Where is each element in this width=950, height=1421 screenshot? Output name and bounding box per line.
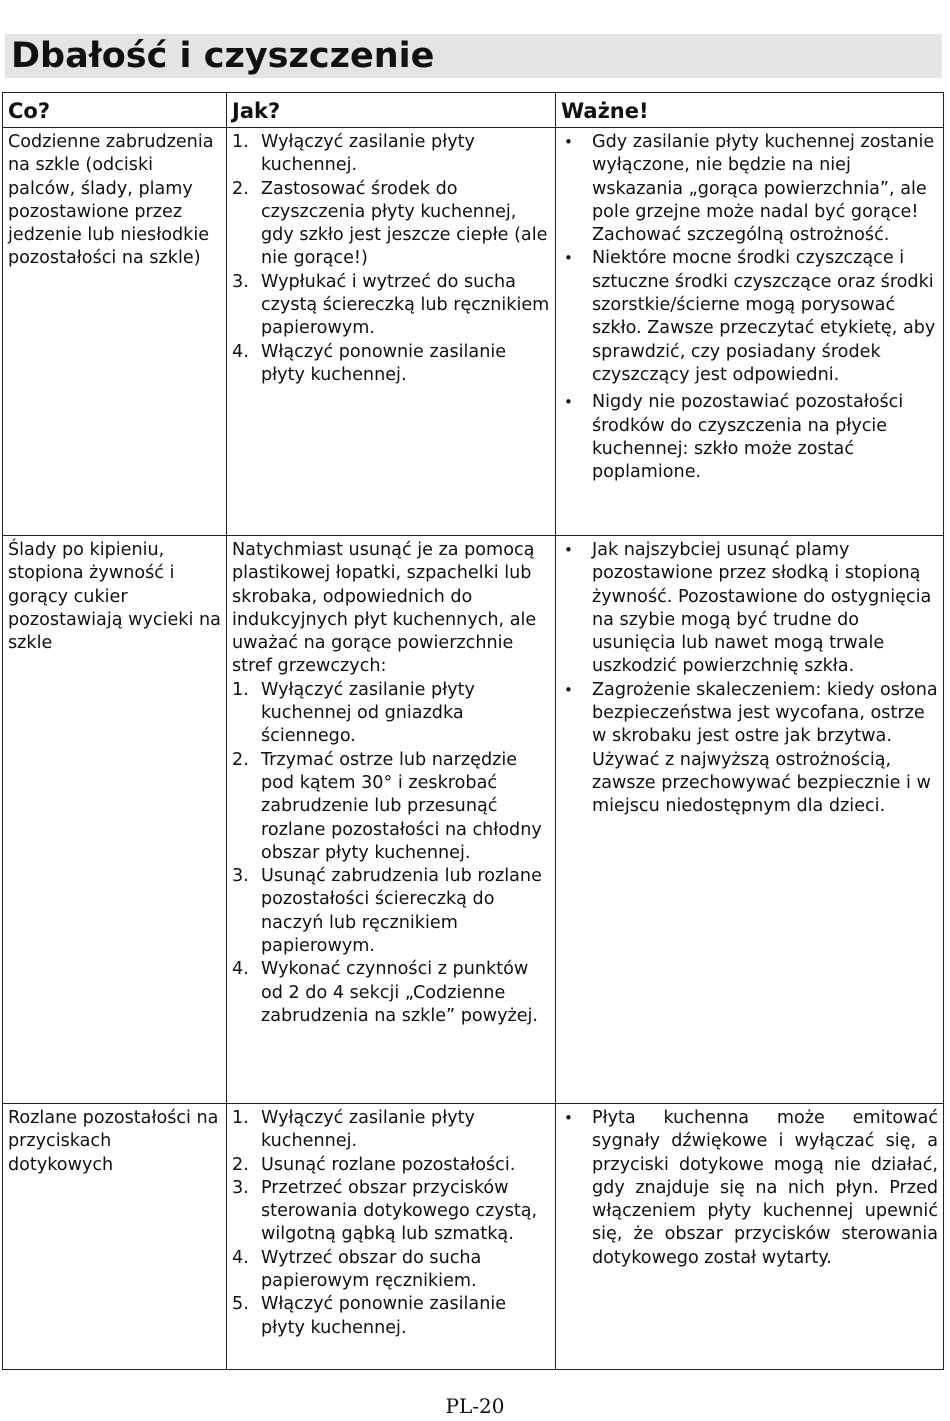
note-item: [561, 1107, 938, 1270]
step-number: 3.: [232, 1177, 249, 1198]
step-item: [232, 679, 550, 749]
step-text: Wytrzeć obszar do sucha papierowym ręcznikiem.: [261, 1247, 482, 1292]
note-item: [561, 247, 938, 387]
table-row: [3, 128, 944, 536]
step-list: [232, 1107, 550, 1340]
table-row: [3, 536, 944, 1104]
step-number: 4.: [232, 1247, 249, 1268]
step-text: Włączyć ponownie zasilanie płyty kuchennej.: [261, 1294, 507, 1338]
step-number: 1.: [232, 679, 249, 700]
bullet-icon: •: [564, 393, 573, 412]
step-list: [232, 131, 550, 387]
note-text: Nigdy nie pozostawiać pozostałości środków do czyszczenia na płycie kuchennej: szkło może zostać poplamione.: [592, 392, 904, 483]
step-item: [232, 1154, 550, 1177]
page-number: PL-20: [445, 1394, 505, 1418]
cell-what: Codzienne zabrudzenia na szkle (odciski palców, ślady, plamy pozostawione przez jedzenie lub niesłodkie pozostałości na szkle): [3, 128, 227, 536]
step-text: Trzymać ostrze lub narzędzie pod kątem 30° i zeskrobać zabrudzenie lub przesunąć rozlane pozostałości na chłodny obszar płyty kuchennej.: [261, 749, 542, 863]
step-list: [232, 679, 550, 1028]
cell-important: [556, 1104, 944, 1370]
cell-how: [227, 128, 556, 536]
note-item: [561, 391, 938, 484]
title-bar: [5, 34, 942, 78]
note-text: Niektóre mocne środki czyszczące i sztuczne środki czyszczące oraz środki szorstkie/ścierne mogą porysować szkło. Zawsze przeczytać etykietę, aby sprawdzić, czy posiadany środek czyszczący jest odpowiedni.: [592, 248, 936, 385]
step-number: 4.: [232, 959, 249, 980]
note-item: [561, 679, 938, 819]
cell-what: Rozlane pozostałości na przyciskach dotykowych: [3, 1104, 227, 1370]
step-text: Usunąć zabrudzenia lub rozlane pozostałości ściereczką do naczyń lub ręcznikiem papierowym.: [261, 866, 542, 957]
step-item: [232, 1107, 550, 1154]
step-text: Zastosować środek do czyszczenia płyty kuchennej, gdy szkło jest jeszcze ciepłe (ale nie gorące!): [261, 178, 548, 269]
note-list: [561, 1107, 938, 1270]
note-list: [561, 131, 938, 484]
step-number: 4.: [232, 341, 249, 362]
table-row: [3, 1104, 944, 1370]
step-item: [232, 131, 550, 178]
step-text: Usunąć rozlane pozostałości.: [261, 1154, 516, 1175]
cell-important: [556, 128, 944, 536]
bullet-icon: •: [564, 249, 573, 268]
step-number: 1.: [232, 132, 249, 152]
note-item: [561, 539, 938, 679]
step-item: [232, 1247, 550, 1294]
step-number: 2.: [232, 749, 249, 770]
step-item: [232, 178, 550, 271]
bullet-icon: •: [564, 1109, 573, 1127]
step-intro: Natychmiast usunąć je za pomocą plastikowej łopatki, szpachelki lub skrobaka, odpowiednich do indukcyjnych płyt kuchennych, ale uważać na gorące powierzchnie stref grzewczych:: [232, 540, 537, 677]
step-number: 1.: [232, 1108, 249, 1128]
step-item: [232, 1177, 550, 1247]
step-text: Wyłączyć zasilanie płyty kuchennej.: [261, 132, 475, 176]
note-text: Gdy zasilanie płyty kuchennej zostanie wyłączone, nie będzie na niej wskazania „gorąca powierzchnia”, ale pole grzejne może nadal być gorące! Zachować szczególną ostrożność.: [592, 132, 935, 246]
note-item: [561, 131, 938, 247]
table-header-row: [3, 93, 944, 128]
step-text: Wyłączyć zasilanie płyty kuchennej.: [261, 1108, 475, 1152]
step-text: Wykonać czynności z punktów od 2 do 4 sekcji „Codzienne zabrudzenia na szkle” powyżej.: [261, 959, 539, 1026]
header-important: Ważne!: [556, 93, 944, 128]
step-text: Włączyć ponownie zasilanie płyty kuchennej.: [261, 341, 507, 385]
step-item: [232, 1293, 550, 1340]
note-list: [561, 539, 938, 819]
care-table: [2, 92, 944, 1370]
page-title: Dbałość i czyszczenie: [11, 36, 435, 76]
note-text: Jak najszybciej usunąć plamy pozostawione przez słodką i stopioną żywność. Pozostawione do ostygnięcia na szybie mogą być trudne do usunięcia lub nawet mogą trwale uszkodzić powierzchnię szkła.: [592, 540, 932, 677]
cell-important: [556, 536, 944, 1104]
step-item: [232, 865, 550, 958]
step-number: 2.: [232, 178, 249, 199]
step-text: Przetrzeć obszar przycisków sterowania dotykowego czystą, wilgotną gąbką lub szmatką.: [261, 1177, 538, 1245]
step-number: 5.: [232, 1294, 249, 1315]
step-text: Wypłukać i wytrzeć do sucha czystą ściereczką lub ręcznikiem papierowym.: [261, 271, 550, 339]
step-number: 2.: [232, 1154, 249, 1175]
header-what: Co?: [3, 93, 227, 128]
bullet-icon: •: [564, 133, 573, 151]
step-item: [232, 271, 550, 341]
step-number: 3.: [232, 866, 249, 887]
cell-what: Ślady po kipieniu, stopiona żywność i gorący cukier pozostawiają wycieki na szkle: [3, 536, 227, 1104]
step-text: Wyłączyć zasilanie płyty kuchennej od gniazdka ściennego.: [261, 679, 475, 747]
step-item: [232, 958, 550, 1028]
step-item: [232, 749, 550, 865]
header-how: Jak?: [227, 93, 556, 128]
cell-how: [227, 1104, 556, 1370]
cell-how: [227, 536, 556, 1104]
step-item: [232, 341, 550, 388]
note-text: Płyta kuchenna może emitować sygnały dźwiękowe i wyłączać się, a przyciski dotykowe mogą nie działać, gdy znajduje się na nich płyn. Przed włączeniem płyty kuchennej upewnić się, że obszar przycisków sterowania dotykowego został wytarty.: [592, 1108, 938, 1268]
bullet-icon: •: [564, 541, 573, 559]
step-number: 3.: [232, 271, 249, 292]
bullet-icon: •: [564, 680, 573, 699]
note-text: Zagrożenie skaleczeniem: kiedy osłona bezpieczeństwa jest wycofana, ostrze w skrobaku jest ostre jak brzytwa. Używać z najwyższą ostrożnością, zawsze przechowywać bezpiecznie i w miejscu niedostępnym dla dzieci.: [592, 679, 938, 817]
